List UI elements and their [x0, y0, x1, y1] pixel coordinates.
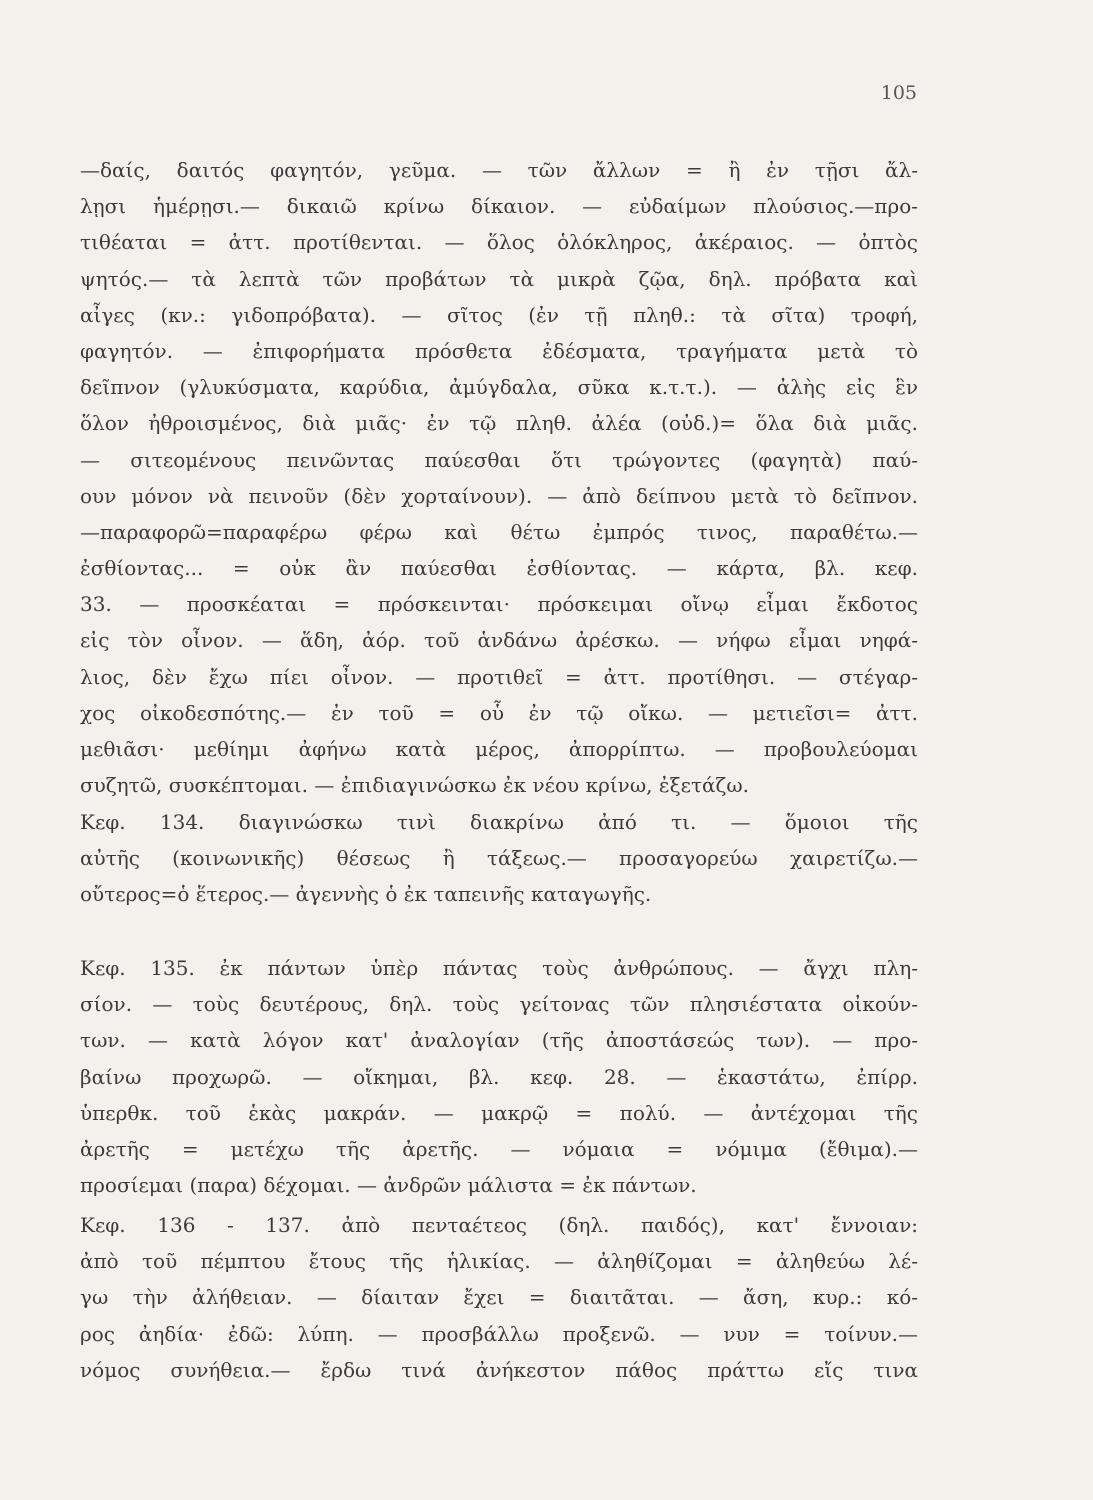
text-line: ρος ἀηδία· ἐδῶ: λύπη. — προσβάλλω προξενῶ. — νυν = τοίνυν.—: [80, 1321, 918, 1346]
chapter-135-paragraph: [80, 950, 918, 1203]
text-line: φαγητόν. — ἐπιφορήματα πρόσθετα ἐδέσματα, τραγήματα μετὰ τὸ: [80, 338, 918, 363]
text-line: λιος, δὲν ἔχω πίει οἶνον. — προτιθεῖ = ἀττ. προτίθησι. — στέγαρ-: [80, 664, 918, 689]
page-number: 105: [880, 82, 917, 104]
text-line: εἰς τὸν οἶνον. — ἅδη, ἀόρ. τοῦ ἁνδάνω ἀρέσκω. — νήφω εἶμαι νηφά-: [80, 628, 918, 653]
text-line: ψητός.— τὰ λεπτὰ τῶν προβάτων τὰ μικρὰ ζῷα, δηλ. πρόβατα καὶ: [80, 266, 918, 291]
text-line: — σιτεομένους πεινῶντας παύεσθαι ὅτι τρώγοντες (φαγητὰ) παύ-: [80, 447, 918, 472]
text-line: μεθιᾶσι· μεθίημι ἀφήνω κατὰ μέρος, ἀπορρίπτω. — προβουλεύομαι: [80, 737, 918, 761]
text-line: των. — κατὰ λόγον κατ' ἀναλογίαν (τῆς ἀποστάσεώς των). — προ-: [80, 1028, 918, 1053]
commentary-paragraph: [80, 152, 918, 803]
text-line: βαίνω προχωρῶ. — οἴκημαι, βλ. κεφ. 28. — ἑκαστάτω, ἐπίρρ.: [80, 1064, 918, 1089]
text-line: αὐτῆς (κοινωνικῆς) θέσεως ἢ τάξεως.— προσαγορεύω χαιρετίζω.—: [80, 846, 918, 871]
chapter-136-137-paragraph: [80, 1207, 918, 1388]
text-line: γω τὴν ἀλήθειαν. — δίαιταν ἔχει = διαιτᾶται. — ἄση, κυρ.: κό-: [80, 1285, 918, 1310]
text-line: ἀπὸ τοῦ πέμπτου ἔτους τῆς ἡλικίας. — ἀληθίζομαι = ἀληθεύω λέ-: [80, 1249, 918, 1274]
text-line: λῃσι ἡμέρῃσι.— δικαιῶ κρίνω δίκαιον. — εὐδαίμων πλούσιος.—προ-: [80, 194, 918, 219]
text-line: ὅλον ἠθροισμένος, διὰ μιᾶς· ἐν τῷ πληθ. ἀλέα (οὐδ.)= ὅλα διὰ μιᾶς.: [80, 411, 918, 436]
text-line: Κεφ. 135. ἐκ πάντων ὑπὲρ πάντας τοὺς ἀνθρώπους. — ἄγχι πλη-: [80, 956, 918, 980]
text-line: νόμος συνήθεια.— ἔρδω τινά ἀνήκεστον πάθος πράττω εἴς τινα: [80, 1357, 918, 1382]
text-line: συζητῶ, συσκέπτομαι. — ἐπιδιαγινώσκω ἐκ νέου κρίνω, ἐξετάζω.: [80, 773, 750, 798]
text-line: προσίεμαι (παρα) δέχομαι. — ἀνδρῶν μάλιστα = ἐκ πάντων.: [80, 1173, 697, 1198]
text-line: Κεφ. 136 - 137. ἀπὸ πενταέτεος (δηλ. παιδός), κατ' ἔννοιαν:: [80, 1213, 918, 1237]
text-line: χος οἰκοδεσπότης.— ἐν τοῦ = οὗ ἐν τῷ οἴκω. — μετιεῖσι= ἀττ.: [80, 700, 918, 725]
text-line: —παραφορῶ=παραφέρω φέρω καὶ θέτω ἐμπρός τινος, παραθέτω.—: [80, 519, 918, 544]
text-line: ἀρετῆς = μετέχω τῆς ἀρετῆς. — νόμαια = νόμιμα (ἔθιμα).—: [80, 1136, 918, 1161]
text-line: ἐσθίοντας... = οὐκ ἂν παύεσθαι ἐσθίοντας. — κάρτα, βλ. κεφ.: [80, 556, 918, 581]
text-line: οὔτερος=ὁ ἕτερος.— ἀγεννὴς ὁ ἐκ ταπεινῆς καταγωγῆς.: [80, 882, 652, 907]
text-line: ουν μόνον νὰ πεινοῦν (δὲν χορταίνουν). — ἀπὸ δείπνου μετὰ τὸ δεῖπνον.: [80, 483, 918, 508]
text-line: τιθέαται = ἀττ. προτίθενται. — ὅλος ὁλόκληρος, ἀκέραιος. — ὀπτὸς: [80, 230, 918, 255]
text-line: δεῖπνον (γλυκύσματα, καρύδια, ἀμύγδαλα, σῦκα κ.τ.τ.). — ἀλὴς εἰς ἓν: [80, 375, 918, 400]
text-line: ὑπερθκ. τοῦ ἑκὰς μακράν. — μακρῷ = πολύ. — ἀντέχομαι τῆς: [80, 1100, 918, 1125]
text-line: σίον. — τοὺς δευτέρους, δηλ. τοὺς γείτονας τῶν πλησιέστατα οἰκούν-: [80, 992, 918, 1017]
text-line: —δαίς, δαιτός φαγητόν, γεῦμα. — τῶν ἄλλων = ἢ ἐν τῇσι ἄλ-: [80, 158, 918, 182]
text-line: Κεφ. 134. διαγινώσκω τινὶ διακρίνω ἀπό τι. — ὅμοιοι τῆς: [80, 810, 918, 834]
text-line: αἶγες (κν.: γιδοπρόβατα). — σῖτος (ἐν τῇ πληθ.: τὰ σῖτα) τροφή,: [80, 302, 918, 327]
chapter-134-paragraph: [80, 804, 918, 913]
text-line: 33. — προσκέαται = πρόσκεινται· πρόσκειμαι οἴνῳ εἶμαι ἔκδοτος: [80, 592, 918, 617]
